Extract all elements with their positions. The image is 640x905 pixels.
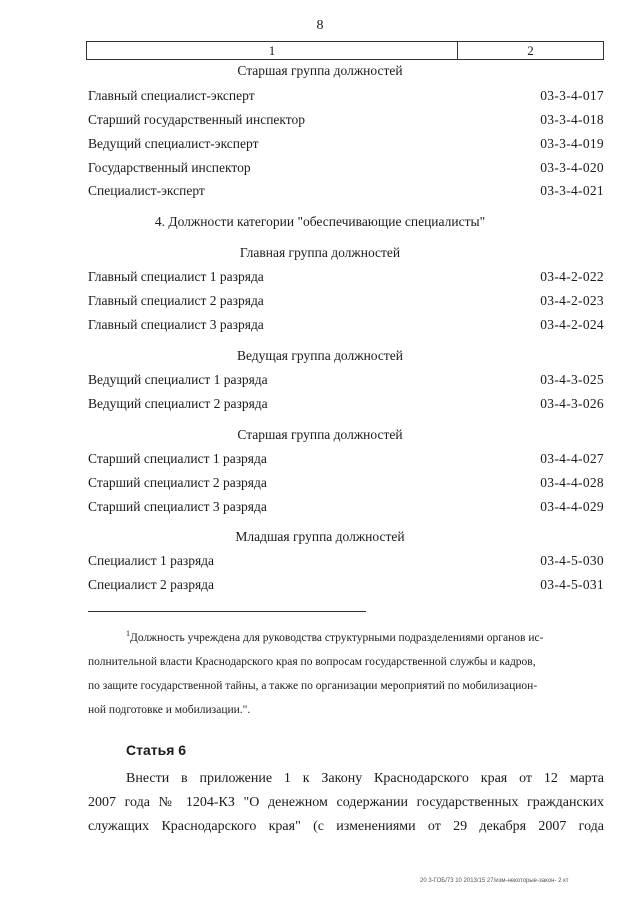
position-code: 03-3-4-019 bbox=[540, 136, 604, 151]
position-row bbox=[88, 112, 604, 128]
column-header-2: 2 bbox=[527, 43, 534, 58]
column-header-1: 1 bbox=[87, 42, 458, 59]
position-row bbox=[88, 317, 604, 333]
position-title: Специалист 2 разряда bbox=[88, 577, 215, 592]
page-number: 8 bbox=[316, 18, 324, 33]
article-line: Внести в приложение 1 к Закону Краснодарского края от 12 марта bbox=[126, 771, 604, 786]
position-code: 03-3-4-020 bbox=[540, 160, 604, 175]
footnote bbox=[88, 622, 606, 722]
position-code: 03-4-2-022 bbox=[540, 269, 604, 284]
position-row bbox=[88, 88, 604, 104]
position-title: Специалист-эксперт bbox=[88, 183, 205, 198]
position-title: Специалист 1 разряда bbox=[88, 553, 215, 568]
position-code: 03-3-4-018 bbox=[540, 112, 604, 127]
position-code: 03-4-2-023 bbox=[540, 293, 604, 308]
position-row bbox=[88, 451, 604, 467]
position-row bbox=[88, 269, 604, 285]
position-title: Ведущий специалист 1 разряда bbox=[88, 372, 268, 387]
position-title: Государственный инспектор bbox=[88, 160, 251, 175]
position-title: Старший специалист 2 разряда bbox=[88, 475, 267, 490]
position-row bbox=[88, 293, 604, 309]
article-title: Статья 6 bbox=[126, 742, 187, 758]
position-title: Главный специалист-эксперт bbox=[88, 88, 255, 103]
document-footer-id: 20 3-ГОБ/73 10 2013/15 27/изм-некоторые-закон- 2 кт bbox=[420, 878, 569, 884]
position-title: Главный специалист 2 разряда bbox=[88, 293, 264, 308]
position-title: Ведущий специалист-эксперт bbox=[88, 136, 259, 151]
footnote-line: полнительной власти Краснодарского края по вопросам государственной службы и кадров, bbox=[88, 655, 536, 668]
position-row bbox=[88, 499, 604, 515]
position-code: 03-3-4-021 bbox=[540, 183, 604, 198]
position-code: 03-4-3-026 bbox=[540, 396, 604, 411]
article-body bbox=[88, 767, 604, 839]
footnote-line: $^1$Должность учреждена для руководства структурными подразделениями органов ис- bbox=[126, 629, 544, 644]
position-row bbox=[88, 553, 604, 569]
group-title-main: Главная группа должностей bbox=[239, 245, 401, 260]
position-row bbox=[88, 577, 604, 593]
position-title: Старший специалист 1 разряда bbox=[88, 451, 267, 466]
position-row bbox=[88, 160, 604, 176]
article-line: служащих Краснодарского края" (с изменениями от 29 декабря 2007 года bbox=[88, 819, 604, 834]
category-heading: 4. Должности категории "обеспечивающие специалисты" bbox=[154, 214, 486, 229]
position-row bbox=[88, 475, 604, 491]
footnote-marker: 1 bbox=[126, 629, 130, 638]
position-row bbox=[88, 372, 604, 388]
position-code: 03-4-5-031 bbox=[540, 577, 604, 592]
position-code: 03-4-4-029 bbox=[540, 499, 604, 514]
position-row bbox=[88, 183, 604, 199]
position-row bbox=[88, 396, 604, 412]
position-title: Ведущий специалист 2 разряда bbox=[88, 396, 268, 411]
group-title-senior-1: Старшая группа должностей bbox=[237, 63, 403, 78]
group-title-leading: Ведущая группа должностей bbox=[236, 348, 403, 363]
position-code: 03-4-3-025 bbox=[540, 372, 604, 387]
article-line: 2007 года № 1204-КЗ "О денежном содержании государственных гражданских bbox=[88, 795, 604, 810]
position-title: Главный специалист 1 разряда bbox=[88, 269, 264, 284]
position-code: 03-4-4-028 bbox=[540, 475, 604, 490]
position-code: 03-3-4-017 bbox=[540, 88, 604, 103]
position-title: Старший государственный инспектор bbox=[88, 112, 306, 127]
column-header-table bbox=[86, 41, 604, 60]
position-code: 03-4-5-030 bbox=[540, 553, 604, 568]
position-code: 03-4-4-027 bbox=[540, 451, 604, 466]
position-title: Старший специалист 3 разряда bbox=[88, 499, 267, 514]
footnote-line: по защите государственной тайны, а также по организации мероприятий по мобилизацион- bbox=[88, 679, 538, 692]
group-title-senior-2: Старшая группа должностей bbox=[237, 427, 403, 442]
group-title-junior: Младшая группа должностей bbox=[235, 529, 405, 544]
position-title: Главный специалист 3 разряда bbox=[88, 317, 264, 332]
footnote-divider bbox=[88, 611, 366, 612]
position-code: 03-4-2-024 bbox=[540, 317, 604, 332]
footnote-line: ной подготовке и мобилизации.". bbox=[88, 703, 251, 716]
position-row bbox=[88, 136, 604, 152]
